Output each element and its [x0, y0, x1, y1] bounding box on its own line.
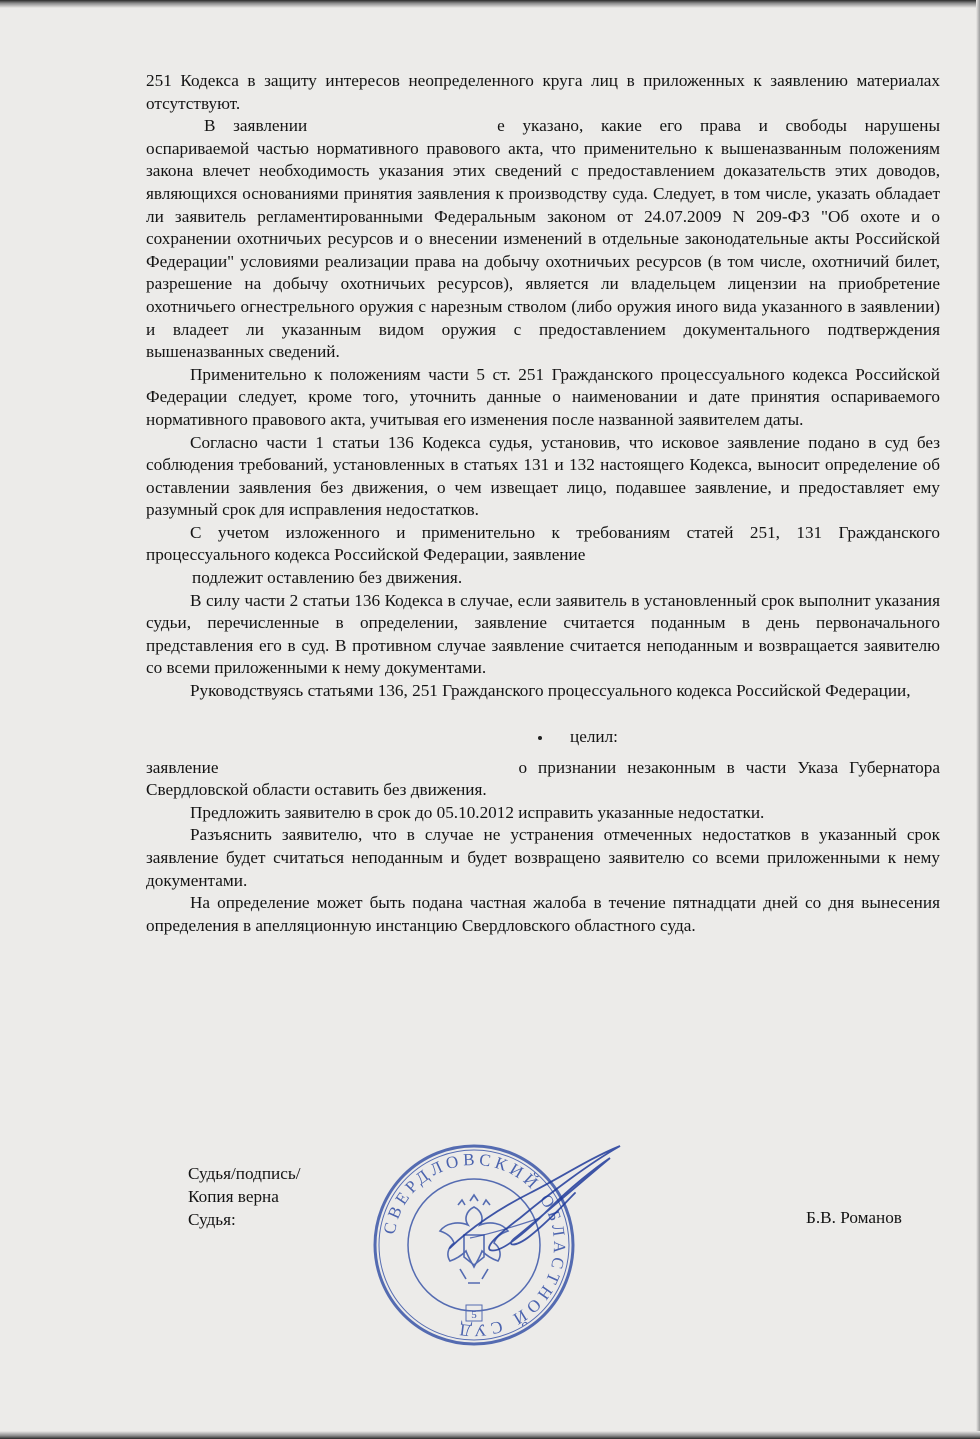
seal-ring-text: СВЕРДЛОВСКИЙ ОБЛАСТНОЙ СУД: [379, 1149, 570, 1341]
paragraph-2-rest: е указано, какие его права и свободы нарушены оспариваемой частью нормативного правового акта, что применительно к вышеназванным положениям закона влечет необходимость указания этих сведений с предоставлением доказательств этих доводов, являющихся основаниями принятия заявления к производству суда. Следует, в том числе, указать обладает ли заявитель регламентированными Федеральным законом от 24.07.2009 N 209-ФЗ "Об охоте и о сохранении охотничьих ресурсов и о внесении изменений в отдельные законодательные акты Российской Федерации" условиями реализации права на добычу охотничьих ресурсов (в том числе, охотничий билет, разрешение на добычу охотничьих ресурсов), является ли владельцем лицензии на приобретение охотничьего огнестрельного оружия с нарезным стволом (либо оружия иного вида указанного в заявлении) и владеет ли указанным видом оружия с предоставлением документального подтверждения вышеназванных сведений.: [146, 116, 940, 362]
paragraph-8-start: заявление: [146, 757, 219, 777]
document-body: [146, 70, 940, 937]
handwritten-signature: [430, 1138, 630, 1268]
paragraph-5: С учетом изложенного и применительно к требованиям статей 251, 131 Гражданского процессуального кодекса Российской Федерации, заявление: [146, 522, 940, 565]
scan-edge-bottom: [0, 1431, 980, 1439]
paragraph-11: На определение может быть подана частная жалоба в течение пятнадцати дней со дня вынесения определения в апелляционную инстанцию Свердловского областного суда.: [146, 893, 940, 935]
decision-heading: [146, 725, 940, 749]
signature-block: [188, 1162, 301, 1231]
paragraph-8: [146, 757, 940, 802]
paragraph-2: [146, 115, 940, 364]
judge-name: Б.В. Романов: [806, 1208, 902, 1227]
paragraph-1: 251 Кодекса в защиту интересов неопределенного круга лиц в приложенных к заявлению материалах отсутствуют.: [146, 71, 940, 113]
scan-dot: [538, 736, 542, 740]
signature-line-copy-true: Копия верна: [188, 1187, 279, 1206]
paragraph-3: Применительно к положениям части 5 ст. 251 Гражданского процессуального кодекса Российской Федерации следует, кроме того, уточнить данные о наименовании и дате принятия оспариваемого нормативного правового акта, учитывая его изменения после названной заявителем даты.: [146, 364, 940, 429]
paragraph-4: Согласно части 1 статьи 136 Кодекса судья, установив, что исковое заявление подано в суд без соблюдения требований, установленных в статьях 131 и 132 настоящего Кодекса, выносит определение об оставлении заявления без движения, о чем извещает лицо, подавшее заявление, и предоставляет ему разумный срок для исправления недостатков.: [146, 432, 940, 520]
scan-edge-top: [0, 0, 980, 8]
seal-number: 5: [471, 1309, 477, 1321]
signature-line-judge-sign: Судья/подпись/: [188, 1164, 301, 1183]
paragraph-9: Предложить заявителю в срок до 05.10.2012 исправить указанные недостатки.: [190, 802, 765, 822]
paragraph-7: Руководствуясь статьями 136, 251 Гражданского процессуального кодекса Российской Федерации,: [190, 681, 911, 701]
paragraph-8-rest: о признании незаконным в части Указа Губернатора Свердловской области оставить без движения.: [146, 757, 940, 800]
paragraph-6: В силу части 2 статьи 136 Кодекса в случае, если заявитель в установленный срок выполнит указания судьи, перечисленные в определении, заявление считается поданным в день первоначального представления его в суд. В противном случае заявление считается неподанным и возвращается заявителю со всеми приложенными к нему документами.: [146, 590, 940, 678]
paragraph-5-continued: подлежит оставлению без движения.: [192, 568, 463, 588]
signature-line-judge: Судья:: [188, 1210, 236, 1229]
signature-icon: [430, 1138, 630, 1268]
paragraph-10: Разъяснить заявителю, что в случае не устранения отмеченных недостатков в указанный срок заявление будет считаться неподанным и будет возвращено заявителю со всеми приложенными к нему документами.: [146, 825, 940, 890]
decision-heading-text: целил:: [570, 726, 618, 746]
scan-edge-right: [976, 0, 980, 1439]
paragraph-2-start: В заявлении: [204, 116, 308, 136]
